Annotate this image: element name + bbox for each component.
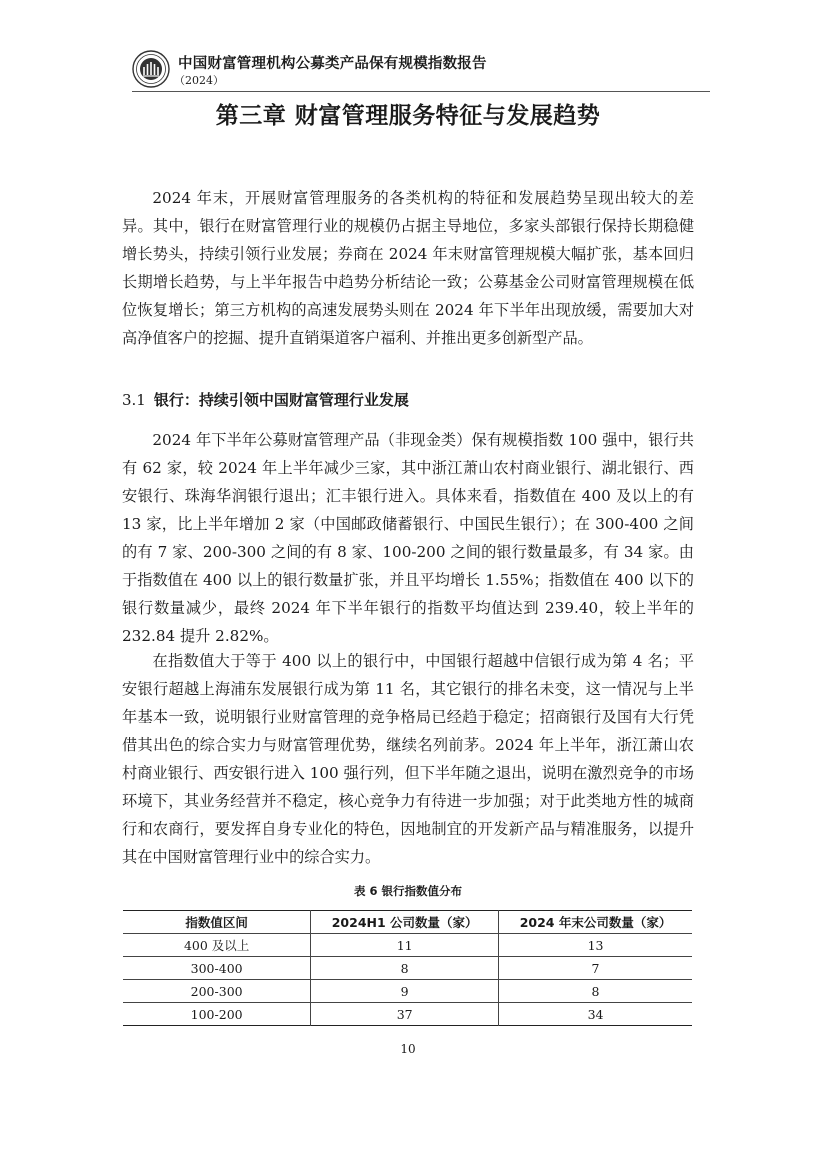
- table-cell: 34: [499, 1003, 692, 1026]
- header-divider: [132, 91, 710, 92]
- table-row: [123, 934, 692, 957]
- table-row: [123, 980, 692, 1003]
- institute-logo-icon: [132, 50, 170, 88]
- body-paragraph: 2024 年下半年公募财富管理产品（非现金类）保有规模指数 100 强中，银行共有 62 家，较 2024 年上半年减少三家，其中浙江萧山农村商业银行、湖北银行、西安银行、珠海华润银行退出；汇丰银行进入。具体来看，指数值在 400 及以上的有 13 家，比上半年增加 2 家（中国邮政储蓄银行、中国民生银行）；在 300-400 之间的有 7 家、200-300 之间的有 8 家、100-200 之间的银行数量最多，有 34 家。由于指数值在 400 以上的银行数量扩张，并且平均增长 1.55%；指数值在 400 以下的银行数量减少，最终 2024 年下半年银行的指数平均值达到 239.40，较上半年的 232.84 提升 2.82%。: [122, 431, 694, 645]
- table-header-cell: 指数值区间: [123, 911, 311, 934]
- table-cell: 400 及以上: [123, 934, 311, 957]
- bank-index-distribution-table: [123, 910, 692, 1026]
- section-title: 银行：持续引领中国财富管理行业发展: [153, 391, 409, 409]
- report-title: 中国财富管理机构公募类产品保有规模指数报告: [178, 55, 487, 72]
- table-cell: 300-400: [123, 957, 311, 980]
- table-cell: 7: [499, 957, 692, 980]
- report-year: （2024）: [174, 74, 224, 87]
- chapter-title: 第三章 财富管理服务特征与发展趋势: [215, 103, 601, 129]
- table-cell: 9: [311, 980, 499, 1003]
- table-header-row: [123, 911, 692, 934]
- section-number: 3.1: [122, 391, 146, 409]
- page-number: 10: [400, 1042, 416, 1056]
- table-cell: 200-300: [123, 980, 311, 1003]
- table-cell: 37: [311, 1003, 499, 1026]
- table-header-cell: 2024H1 公司数量（家）: [311, 911, 499, 934]
- table-cell: 100-200: [123, 1003, 311, 1026]
- table-cell: 13: [499, 934, 692, 957]
- section-heading: [122, 389, 409, 410]
- table-row: [123, 1003, 692, 1026]
- table-cell: 11: [311, 934, 499, 957]
- table-row: [123, 957, 692, 980]
- body-paragraph: 在指数值大于等于 400 以上的银行中，中国银行超越中信银行成为第 4 名；平安银行超越上海浦东发展银行成为第 11 名，其它银行的排名未变，这一情况与上半年基本一致，说明银行业财富管理的竞争格局已经趋于稳定；招商银行及国有大行凭借其出色的综合实力与财富管理优势，继续名列前茅。2024 年上半年，浙江萧山农村商业银行、西安银行进入 100 强行列，但下半年随之退出，说明在激烈竞争的市场环境下，其业务经营并不稳定，核心竞争力有待进一步加强；对于此类地方性的城商行和农商行，要发挥自身专业化的特色，因地制宜的开发新产品与精准服务，以提升其在中国财富管理行业中的综合实力。: [122, 652, 694, 866]
- table-cell: 8: [311, 957, 499, 980]
- page-header: [132, 50, 710, 92]
- table-header-cell: 2024 年末公司数量（家）: [499, 911, 692, 934]
- table-caption: 表 6 银行指数值分布: [353, 884, 462, 898]
- table-cell: 8: [499, 980, 692, 1003]
- intro-paragraph: 2024 年末，开展财富管理服务的各类机构的特征和发展趋势呈现出较大的差异。其中，银行在财富管理行业的规模仍占据主导地位，多家头部银行保持长期稳健增长势头，持续引领行业发展；券商在 2024 年末财富管理规模大幅扩张，基本回归长期增长趋势，与上半年报告中趋势分析结论一致；公募基金公司财富管理规模在低位恢复增长；第三方机构的高速发展势头则在 2024 年下半年出现放缓，需要加大对高净值客户的挖掘、提升直销渠道客户福利、并推出更多创新型产品。: [122, 189, 694, 347]
